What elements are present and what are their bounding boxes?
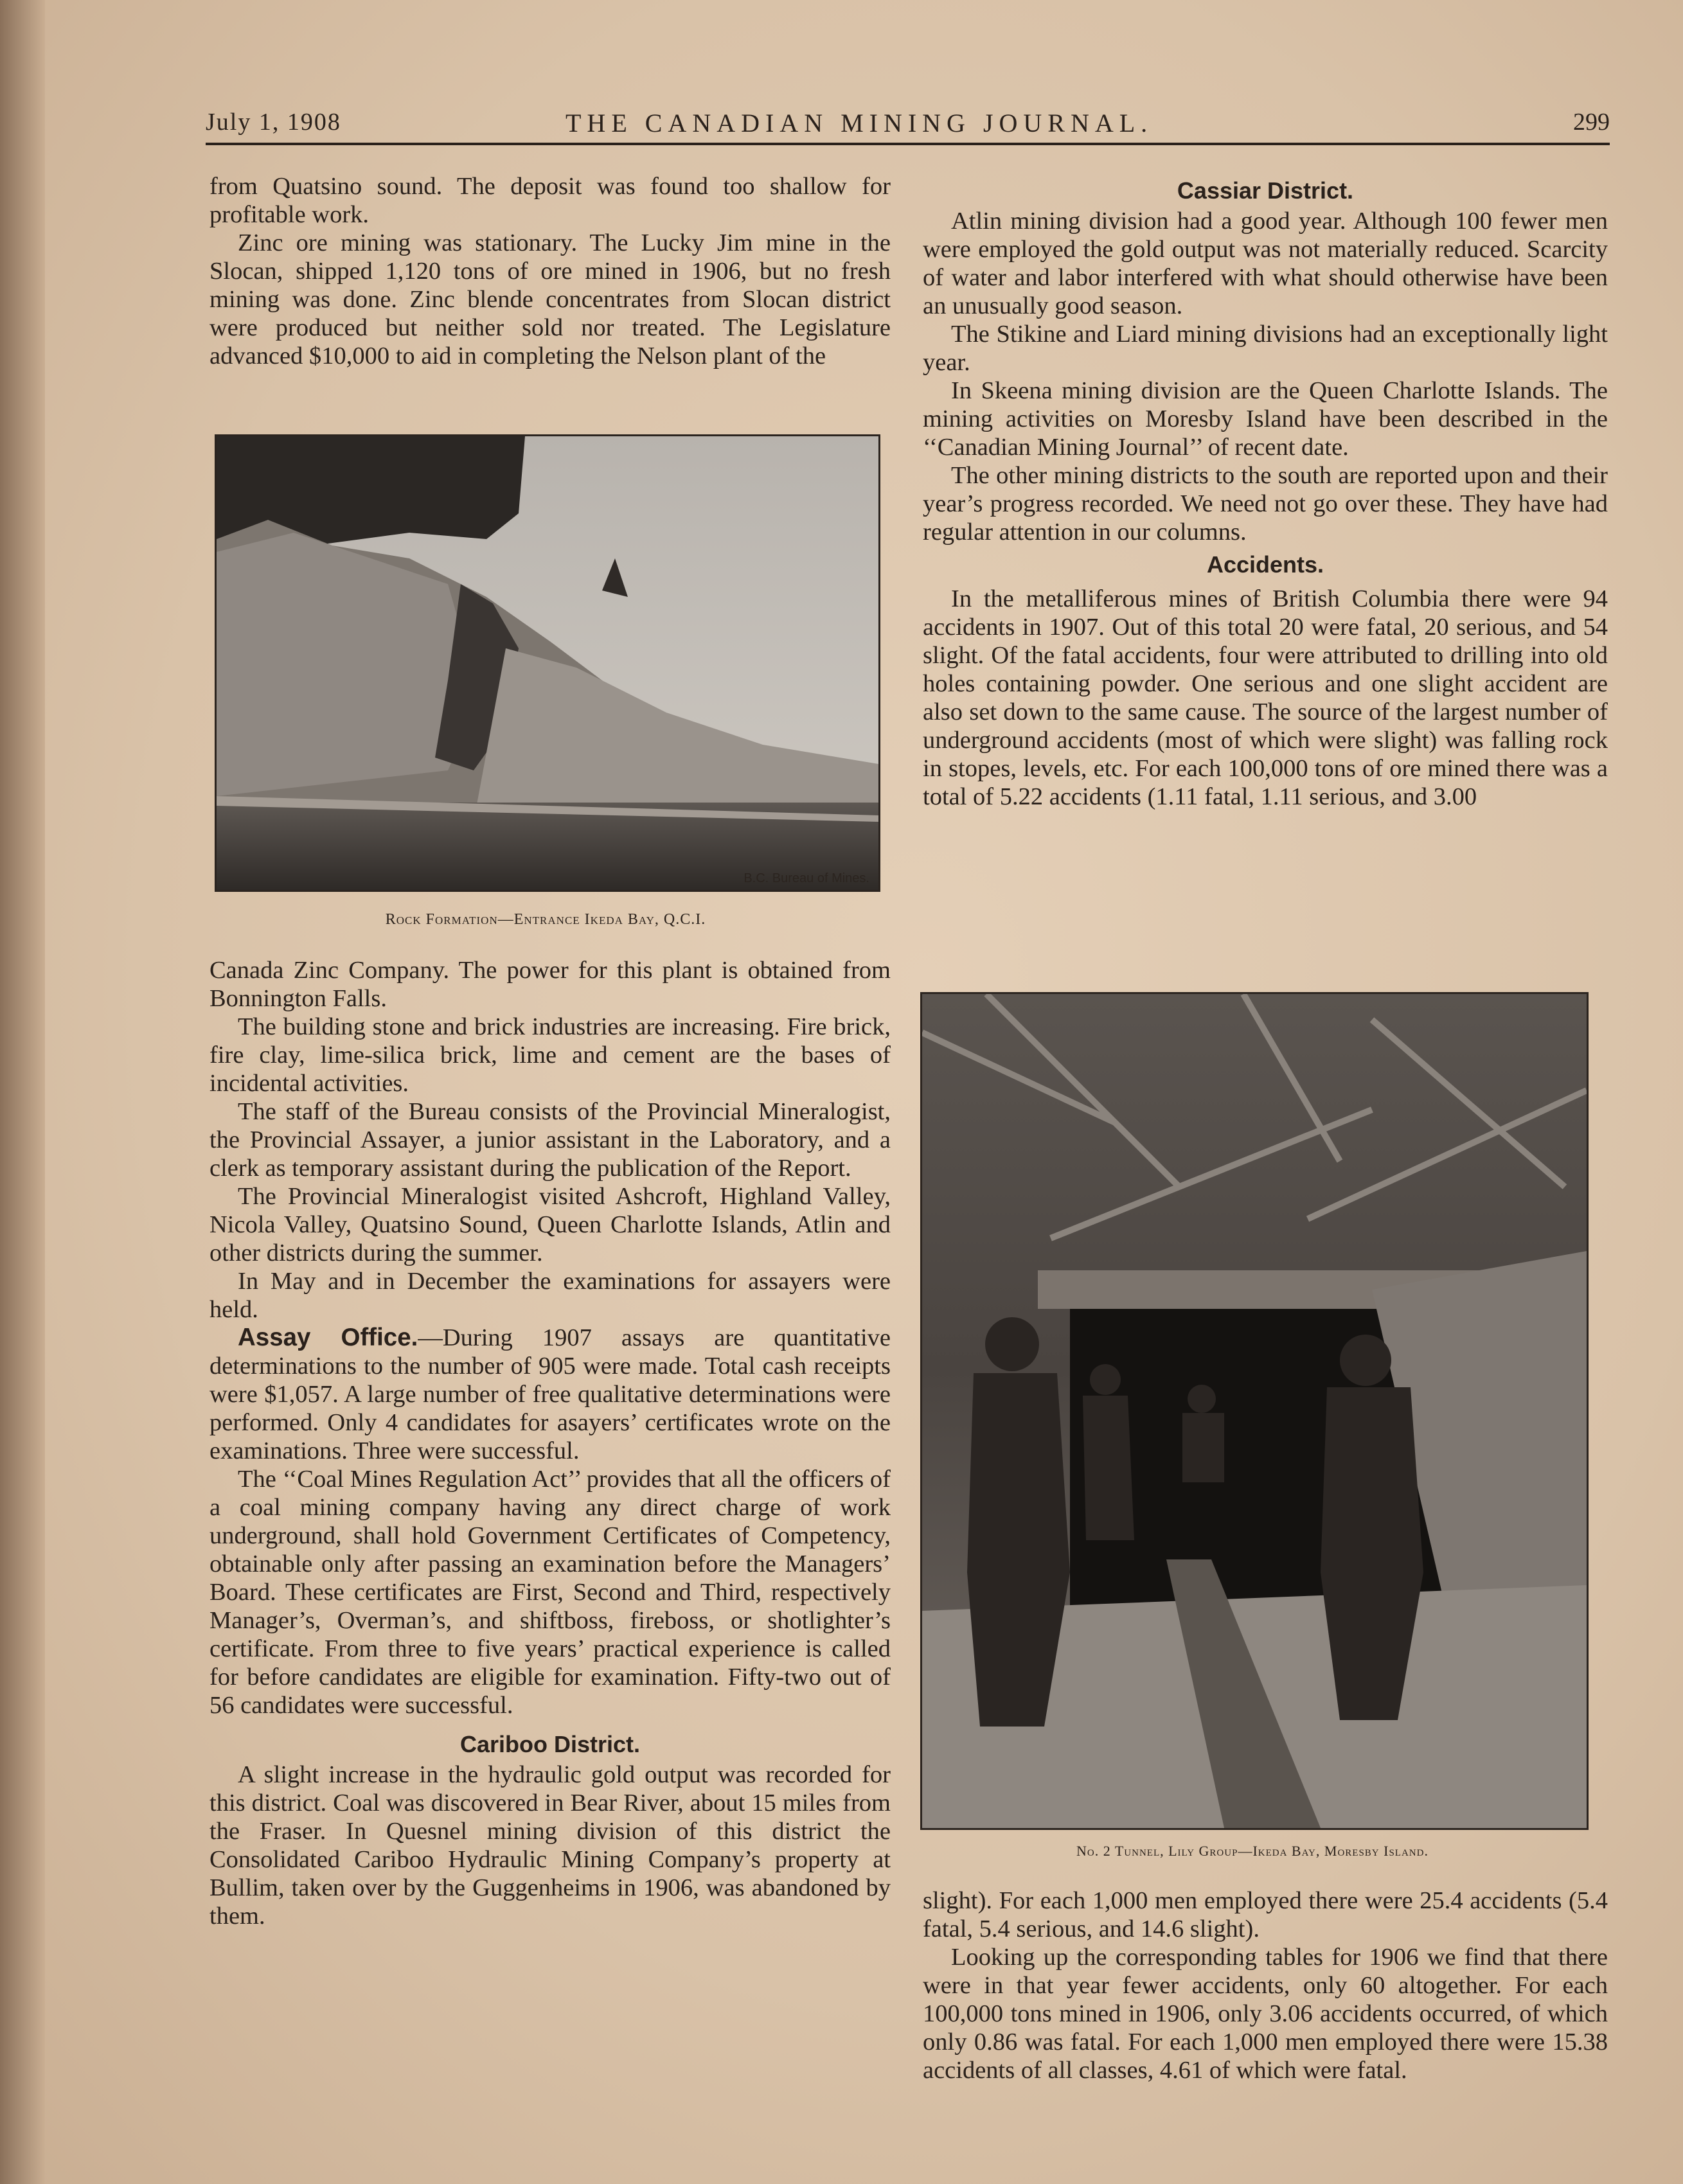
photo-credit: B.C. Bureau of Mines.: [744, 871, 869, 885]
paragraph: The staff of the Bureau consists of the Provincial Mineralogist, the Provincial Assayer, a junior assistant in the Laboratory, and a clerk as temporary assistant during the publication of the Report.: [209, 1098, 891, 1182]
right-column-top: [923, 175, 1608, 811]
paragraph: from Quatsino sound. The deposit was found too shallow for profitable work.: [209, 173, 891, 228]
paragraph: In May and in December the examinations for assayers were held.: [209, 1268, 891, 1323]
paragraph: Zinc ore mining was stationary. The Lucky Jim mine in the Slocan, shipped 1,120 tons of ore mined in 1906, but no fresh mining was done. Zinc blende concentrates from Slocan district were produced but neither sold nor treated. The Legislature advanced $10,000 to aid in completing the Nelson plant of the: [209, 229, 891, 369]
paragraph: slight). For each 1,000 men employed there were 25.4 accidents (5.4 fatal, 5.4 serious, and 14.6 slight).: [923, 1887, 1608, 1942]
figure-caption: No. 2 Tunnel, Lily Group—Ikeda Bay, Moresby Island.: [1076, 1843, 1429, 1859]
paragraph: In the metalliferous mines of British Columbia there were 94 accidents in 1907. Out of this total 20 were fatal, 20 serious, and 54 slight. Of the fatal accidents, four were attributed to drilling into old holes containing powder. One serious and one slight accident are also set down to the same cause. The source of the largest number of underground accidents (most of which were slight) was falling rock in stopes, levels, etc. For each 100,000 tons of ore mined there was a total of 5.22 accidents (1.11 fatal, 1.11 serious, and 3.00: [923, 585, 1608, 810]
running-header: [206, 108, 1610, 146]
paragraph: The building stone and brick industries are increasing. Fire brick, fire clay, lime-silica brick, lime and cement are the bases of incidental activities.: [209, 1013, 891, 1097]
rock-formation-photo: [215, 434, 880, 892]
left-column-top: [209, 172, 891, 370]
left-column-bottom: [209, 956, 891, 1930]
header-rule: [206, 143, 1610, 145]
paragraph: The Stikine and Liard mining divisions had an exceptionally light year.: [923, 321, 1608, 376]
photo-illustration: [217, 436, 878, 890]
paragraph: [209, 1324, 891, 1465]
page-number: 299: [1573, 109, 1610, 136]
paragraph: The other mining districts to the south are reported upon and their year’s progress recorded. We need not go over these. They have had regular attention in our columns.: [923, 462, 1608, 546]
paragraph: Atlin mining division had a good year. Although 100 fewer men were employed the gold output was not materially reduced. Scarcity of water and labor interfered with what should otherwise have been an unusually good season.: [923, 208, 1608, 319]
journal-title: THE CANADIAN MINING JOURNAL.: [565, 109, 1153, 138]
right-column-bottom: [923, 1887, 1608, 2084]
run-in-heading: Assay Office.: [238, 1324, 418, 1351]
paragraph: Looking up the corresponding tables for 1906 we find that there were in that year fewer accidents, only 60 altogether. For each 100,000 tons mined in 1906, only 3.06 accidents occurred, of which only 0.86 was fatal. For each 1,000 men employed there were 15.38 accidents of all classes, 4.61 of which were fatal.: [923, 1944, 1608, 2084]
binding-gutter: [0, 0, 45, 2184]
issue-date: July 1, 1908: [206, 109, 341, 136]
photo-illustration: [922, 994, 1587, 1828]
paragraph: The Provincial Mineralogist visited Ashcroft, Highland Valley, Nicola Valley, Quatsino Sound, Queen Charlotte Islands, Atlin and other districts during the summer.: [209, 1183, 891, 1266]
paragraph: A slight increase in the hydraulic gold output was recorded for this district. Coal was discovered in Bear River, about 15 miles from the Fraser. In Quesnel mining division of this district the Consolidated Cariboo Hydraulic Mining Company’s property at Bullim, taken over by the Guggenheims in 1906, was abandoned by them.: [209, 1761, 891, 1930]
paragraph: Canada Zinc Company. The power for this plant is obtained from Bonnington Falls.: [209, 957, 891, 1012]
section-heading: Cariboo District.: [459, 1731, 641, 1757]
tunnel-photo: [920, 992, 1589, 1830]
paragraph-text: —During 1907 assays are quantitative determinations to the number of 905 were made. Total cash receipts were $1,057. A large number of free qualitative determinations were performed. Only 4 candidates for asayers’ certificates wrote on the examinations. Three were successful.: [209, 1324, 891, 1464]
section-heading: Accidents.: [1206, 551, 1324, 578]
section-heading: Cassiar District.: [1177, 177, 1354, 204]
paragraph: In Skeena mining division are the Queen Charlotte Islands. The mining activities on Moresby Island have been described in the ‘‘Canadian Mining Journal’’ of recent date.: [923, 377, 1608, 461]
paragraph: The ‘‘Coal Mines Regulation Act’’ provides that all the officers of a coal mining company having any direct charge of work underground, shall hold Government Certificates of Competency, obtainable only after passing an examination before the Managers’ Board. These certificates are First, Second and Third, respectively Manager’s, Overman’s, and shiftboss, fireboss, or shotlighter’s certificate. From three to five years’ practical experience is called for before candidates are eligible for examination. Fifty-two out of 56 candidates were successful.: [209, 1466, 891, 1719]
figure-caption: Rock Formation—Entrance Ikeda Bay, Q.C.I.: [385, 911, 706, 928]
